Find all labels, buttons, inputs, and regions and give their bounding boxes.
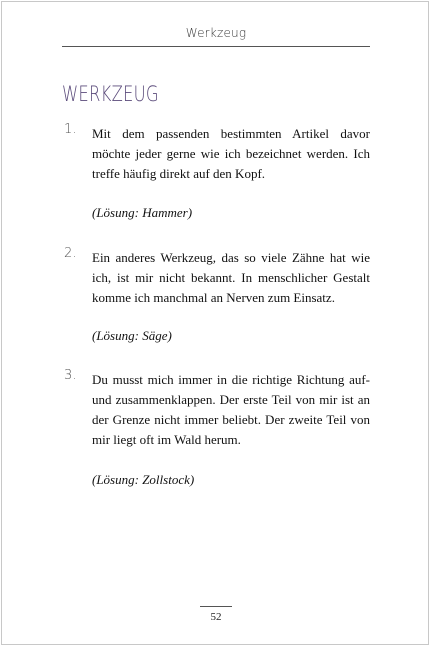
riddle-number: 3. (64, 368, 77, 383)
riddle-item-3 (64, 368, 370, 490)
riddle-text: Mit dem passenden bestimmten Artikel davor möchte jeder gerne wie ich bezeichnet werden. Ich treffe häufig direkt auf den Kopf. (92, 126, 370, 181)
riddle-answer: (Lösung: Säge) (92, 328, 172, 343)
riddle-item-2 (64, 246, 370, 346)
riddle-answer: (Lösung: Zollstock) (92, 472, 195, 487)
riddle-item-1 (64, 122, 370, 223)
riddle-number: 1. (64, 122, 77, 137)
riddle-text: Du musst mich immer in die richtige Richtung auf- und zusammenklappen. Der erste Teil von mir ist an der Grenze nicht immer beliebt. Der zweite Teil von mir liegt oft im Wald herum. (92, 372, 370, 447)
riddle-answer: (Lösung: Hammer) (92, 205, 193, 220)
riddle-text: Ein anderes Werkzeug, das so viele Zähne hat wie ich, ist mir nicht bekannt. In menschlicher Gestalt komme ich manchmal an Nerven zum Einsatz. (92, 250, 370, 305)
page-number: 52 (210, 611, 222, 623)
footer-rule (200, 606, 232, 607)
chapter-title: WERKZEUG (62, 82, 159, 106)
running-header: Werkzeug (185, 26, 247, 40)
riddle-number: 2. (64, 246, 77, 261)
header-rule (62, 46, 370, 47)
